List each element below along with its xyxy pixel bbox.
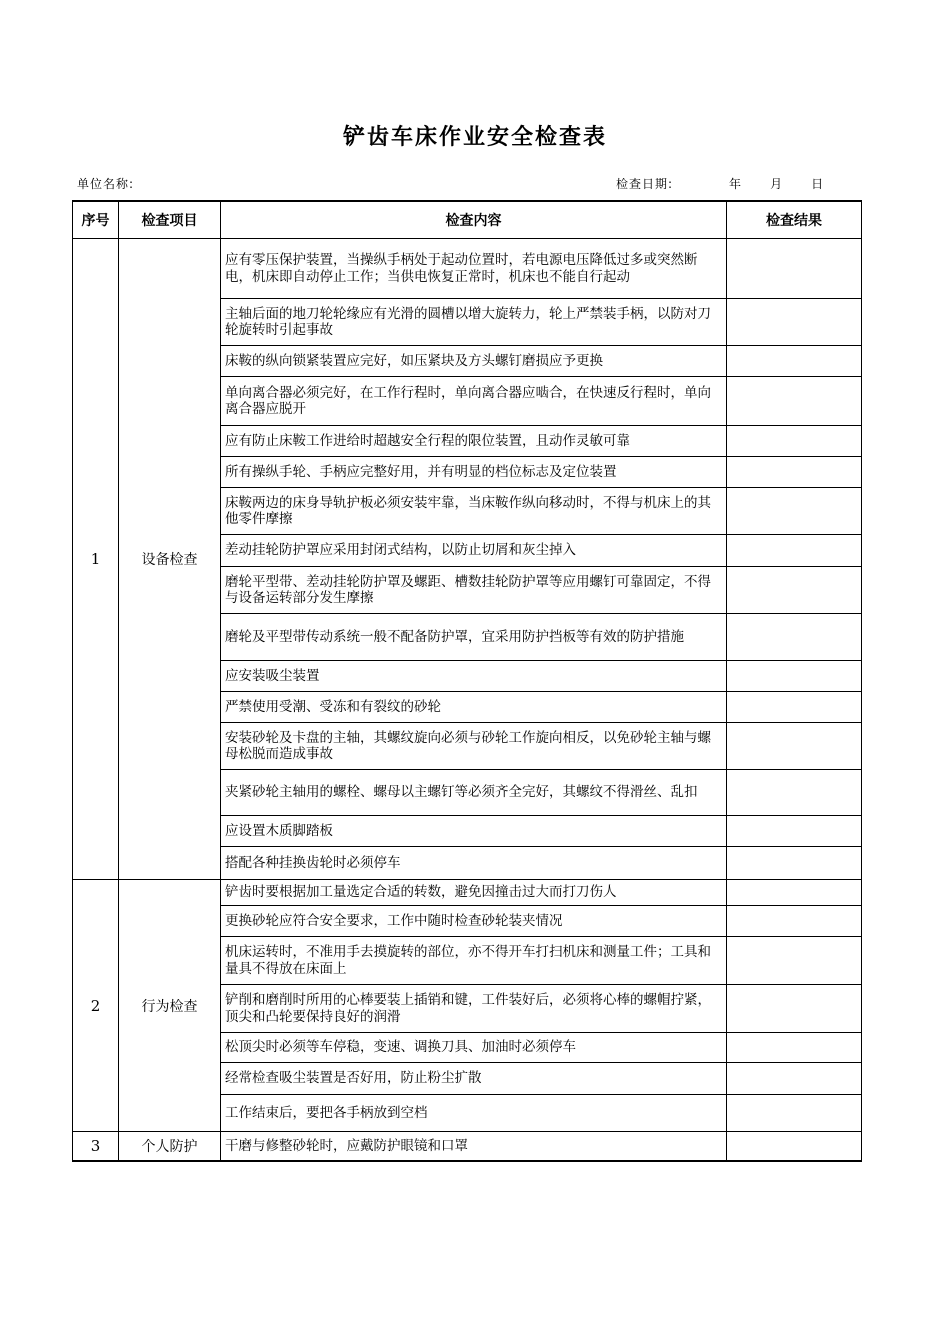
section-category: 行为检查 — [119, 880, 221, 1132]
check-result-cell[interactable] — [727, 723, 862, 770]
check-content-cell: 安装砂轮及卡盘的主轴，其螺纹旋向必须与砂轮工作旋向相反，以免砂轮主轴与螺母松脱而造成事故 — [221, 723, 727, 770]
table-body — [73, 239, 862, 1161]
check-content-cell: 床鞍两边的床身导轨护板必须安装牢靠，当床鞍作纵向移动时，不得与机床上的其他零件摩擦 — [221, 488, 727, 535]
check-result-cell[interactable] — [727, 1033, 862, 1063]
check-result-cell[interactable] — [727, 816, 862, 847]
unit-name-label: 单位名称: — [77, 177, 135, 191]
check-content-cell: 松顶尖时必须等车停稳，变速、调换刀具、加油时必须停车 — [221, 1033, 727, 1063]
check-content-cell: 差动挂轮防护罩应采用封闭式结构，以防止切屑和灰尘掉入 — [221, 535, 727, 567]
check-result-cell[interactable] — [727, 847, 862, 880]
check-result-cell[interactable] — [727, 1063, 862, 1095]
check-content-cell: 应有零压保护装置，当操纵手柄处于起动位置时，若电源电压降低过多或突然断电，机床即自动停止工作；当供电恢复正常时，机床也不能自行起动 — [221, 239, 727, 299]
table-row — [73, 1132, 862, 1161]
check-result-cell[interactable] — [727, 346, 862, 377]
check-result-cell[interactable] — [727, 239, 862, 299]
check-result-cell[interactable] — [727, 770, 862, 816]
section-category: 个人防护 — [119, 1132, 221, 1161]
check-content-cell: 应有防止床鞍工作进给时超越安全行程的限位装置，且动作灵敏可靠 — [221, 426, 727, 457]
check-result-cell[interactable] — [727, 488, 862, 535]
check-content-cell: 经常检查吸尘装置是否好用，防止粉尘扩散 — [221, 1063, 727, 1095]
check-result-cell[interactable] — [727, 567, 862, 614]
check-content-cell: 机床运转时，不准用手去摸旋转的部位，亦不得开车打扫机床和测量工件；工具和量具不得放在床面上 — [221, 937, 727, 985]
check-content-cell: 铲齿时要根据加工量选定合适的转数，避免因撞击过大而打刀伤人 — [221, 880, 727, 906]
section-category: 设备检查 — [119, 239, 221, 880]
month-label: 月 — [770, 177, 784, 191]
year-label: 年 — [729, 177, 743, 191]
check-content-cell: 磨轮平型带、差动挂轮防护罩及螺距、槽数挂轮防护罩等应用螺钉可靠固定，不得与设备运转部分发生摩擦 — [221, 567, 727, 614]
inspection-table — [72, 200, 862, 1162]
check-date-label: 检查日期: — [616, 177, 674, 191]
check-content-cell: 搭配各种挂换齿轮时必须停车 — [221, 847, 727, 880]
check-result-cell[interactable] — [727, 426, 862, 457]
header-result: 检查结果 — [727, 201, 862, 239]
check-result-cell[interactable] — [727, 377, 862, 426]
check-content-cell: 所有操纵手轮、手柄应完整好用，并有明显的档位标志及定位装置 — [221, 457, 727, 488]
check-content-cell: 夹紧砂轮主轴用的螺栓、螺母以主螺钉等必须齐全完好，其螺纹不得滑丝、乱扣 — [221, 770, 727, 816]
check-content-cell: 床鞍的纵向锁紧装置应完好，如压紧块及方头螺钉磨损应予更换 — [221, 346, 727, 377]
check-content-cell: 磨轮及平型带传动系统一般不配备防护罩，宜采用防护挡板等有效的防护措施 — [221, 614, 727, 661]
check-content-cell: 工作结束后，要把各手柄放到空档 — [221, 1095, 727, 1132]
check-result-cell[interactable] — [727, 535, 862, 567]
check-content-cell: 主轴后面的地刀轮轮缘应有光滑的圆槽以增大旋转力，轮上严禁装手柄，以防对刀轮旋转时引起事故 — [221, 299, 727, 346]
check-result-cell[interactable] — [727, 880, 862, 906]
check-result-cell[interactable] — [727, 906, 862, 937]
check-result-cell[interactable] — [727, 614, 862, 661]
check-result-cell[interactable] — [727, 299, 862, 346]
section-number: 3 — [73, 1132, 119, 1161]
section-number: 2 — [73, 880, 119, 1132]
header-no: 序号 — [73, 201, 119, 239]
check-content-cell: 严禁使用受潮、受冻和有裂纹的砂轮 — [221, 692, 727, 723]
check-result-cell[interactable] — [727, 457, 862, 488]
check-content-cell: 更换砂轮应符合安全要求，工作中随时检查砂轮装夹情况 — [221, 906, 727, 937]
check-content-cell: 干磨与修整砂轮时，应戴防护眼镜和口罩 — [221, 1132, 727, 1161]
table-row — [73, 880, 862, 906]
day-label: 日 — [811, 177, 825, 191]
section-number: 1 — [73, 239, 119, 880]
page-title: 铲齿车床作业安全检查表 — [342, 125, 607, 150]
check-date-field — [616, 175, 824, 192]
check-result-cell[interactable] — [727, 1095, 862, 1132]
check-result-cell[interactable] — [727, 661, 862, 692]
table-header-row — [73, 201, 862, 239]
check-content-cell: 单向离合器必须完好，在工作行程时，单向离合器应啮合，在快速反行程时，单向离合器应脱开 — [221, 377, 727, 426]
check-content-cell: 铲削和磨削时所用的心棒要装上插销和键，工件装好后，必须将心棒的螺帽拧紧，顶尖和凸轮要保持良好的润滑 — [221, 985, 727, 1033]
check-result-cell[interactable] — [727, 937, 862, 985]
table-row — [73, 239, 862, 299]
check-content-cell: 应设置木质脚踏板 — [221, 816, 727, 847]
check-result-cell[interactable] — [727, 985, 862, 1033]
header-item: 检查项目 — [119, 201, 221, 239]
check-result-cell[interactable] — [727, 1132, 862, 1161]
check-result-cell[interactable] — [727, 692, 862, 723]
check-content-cell: 应安装吸尘装置 — [221, 661, 727, 692]
header-content: 检查内容 — [221, 201, 727, 239]
